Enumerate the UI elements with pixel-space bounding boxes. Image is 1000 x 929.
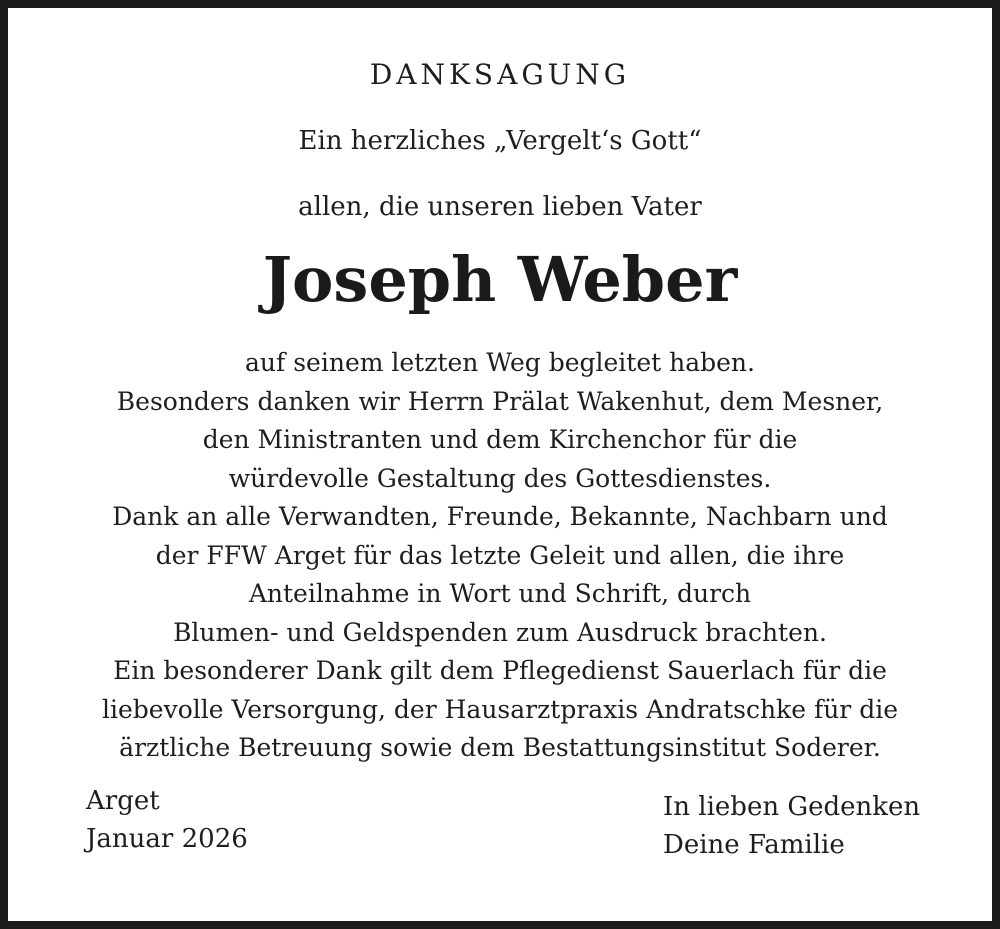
greeting-line: Ein herzliches „Vergelt‘s Gott“ (298, 126, 702, 156)
place-date-block (86, 782, 248, 858)
body-line: der FFW Arget für das letzte Geleit und allen, die ihre (155, 540, 845, 570)
signature-line: Deine Familie (663, 830, 845, 860)
thanks-body (8, 344, 992, 768)
body-line: liebevolle Versorgung, der Hausarztpraxis Andratschke für die (102, 694, 898, 724)
body-line: würdevolle Gestaltung des Gottesdienstes. (228, 463, 772, 493)
body-line: ärztliche Betreuung sowie dem Bestattungsinstitut Soderer. (119, 733, 881, 762)
body-line: auf seinem letzten Weg begleitet haben. (245, 348, 755, 377)
intro-line: allen, die unseren lieben Vater (298, 192, 702, 222)
body-line: Blumen- und Geldspenden zum Ausdruck brachten. (173, 617, 827, 647)
body-line: Ein besonderer Dank gilt dem Pflegedienst Sauerlach für die (113, 656, 887, 685)
body-line: Besonders danken wir Herrn Prälat Wakenhut, dem Mesner, (116, 386, 884, 416)
place-label: Arget (86, 786, 160, 816)
notice-heading: DANKSAGUNG (369, 58, 631, 91)
date-label: Januar 2026 (86, 824, 248, 854)
body-line: Dank an alle Verwandten, Freunde, Bekannte, Nachbarn und (112, 502, 888, 531)
closing-line: In lieben Gedenken (663, 792, 921, 822)
body-line: Anteilnahme in Wort und Schrift, durch (248, 579, 752, 608)
signature-block (663, 788, 920, 864)
body-line: den Ministranten und dem Kirchenchor für die (202, 425, 798, 454)
deceased-name: Joseph Weber (262, 243, 738, 316)
